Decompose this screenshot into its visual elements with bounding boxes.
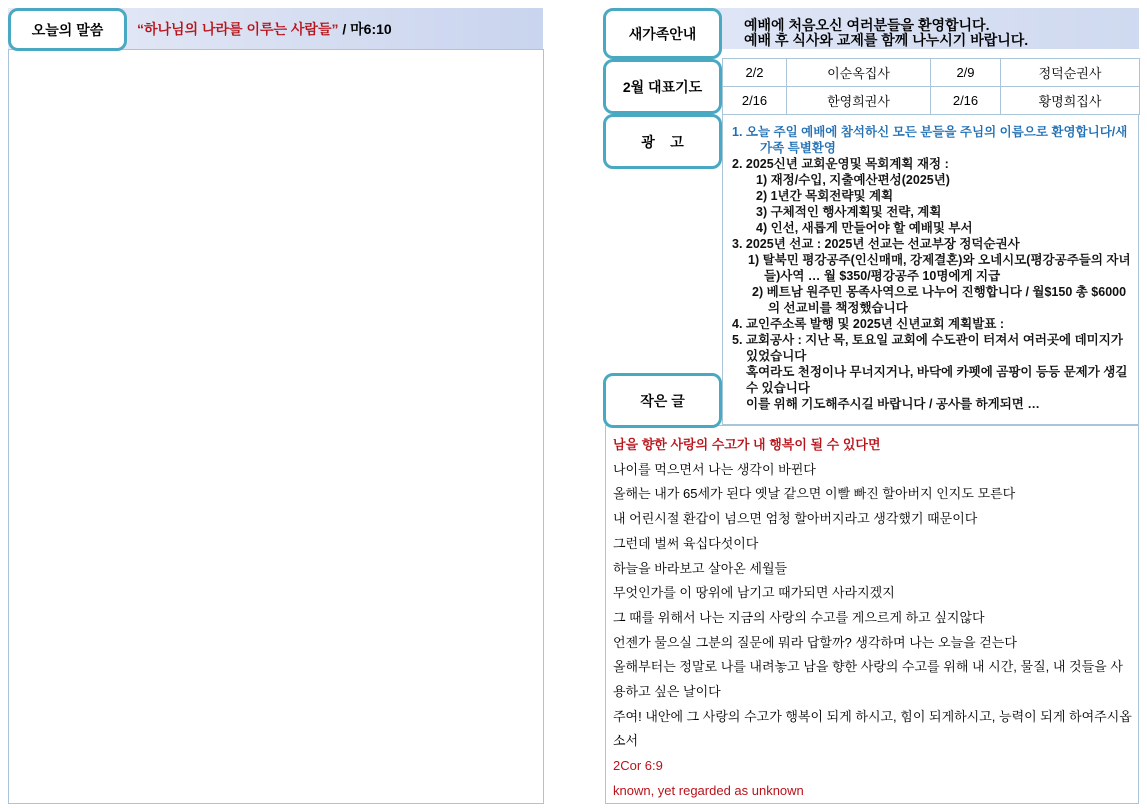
essay-line: 올해는 내가 65세가 된다 옛날 같으면 이빨 빠진 할아버지 인지도 모른다 [613,486,1016,502]
essay-line: 내 어린시절 환갑이 넘으면 엄청 할아버지라고 생각했기 때문이다 [613,511,978,527]
ad-subitem: 이를 위해 기도해주시길 바랍니다 / 공사를 하게되면 … [746,397,1040,411]
prayer-table [722,58,1140,115]
ad-subitem: 1) 재정/수입, 지출예산편성(2025년) [756,173,950,187]
ad-text: 3. 2025년 선교 : 2025년 선교는 선교부장 정덕순권사 [732,237,1020,251]
essay-line: 그런데 벌써 육십다섯이다 [613,535,759,551]
word-verse: “하나님의 나라를 이루는 사람들” [137,21,339,37]
ad-subitem: 3) 구체적인 행사계획및 전략, 계획 [756,205,942,219]
welcome-line-1: 예배에 처음오신 여러분들을 환영합니다. [744,17,990,33]
ad-text: 2. 2025신년 교회운영및 목회계획 재정 : [732,157,949,171]
ad-item [732,236,1132,316]
essay-line: 나이를 먹으면서 나는 생각이 바뀐다 [613,461,816,477]
welcome-label: 새가족안내 [603,8,722,59]
prayer-name: 이순옥집사 [787,59,931,87]
prayer-row [723,87,1140,115]
ad-item [732,156,1132,236]
ads-list [732,124,1132,412]
ad-text: 1. 오늘 주일 예배에 참석하신 모든 분들을 주님의 이름으로 환영합니다/새가족 특별환영 [732,125,1128,155]
ad-subitem: 4) 인선, 새롭게 만들어야 할 예배및 부서 [756,221,973,235]
essay-line: 주여! 내안에 그 사랑의 수고가 행복이 되게 하시고, 힘이 되게하시고, 능력이 되게 하여주시옵소서 [613,708,1132,749]
sermon-notes-area [8,49,544,804]
essay-bible-quote: known, yet regarded as unknown [613,782,804,798]
word-label: 오늘의 말씀 [8,8,127,51]
essay-label: 작은 글 [603,373,722,428]
essay-title: 남을 향한 사랑의 수고가 내 행복이 될 수 있다면 [613,437,881,452]
essay-line: 그 때를 위해서 나는 지금의 사랑의 수고를 게으르게 하고 싶지않다 [613,609,985,625]
prayer-label: 2월 대표기도 [603,59,722,114]
ad-item [732,316,1132,332]
ad-subitem: 혹여라도 천정이나 무너지거나, 바닥에 카펫에 곰팡이 등등 문제가 생길 수 있습니다 [746,365,1128,395]
welcome-line-2: 예배 후 식사와 교제를 함께 나누시기 바랍니다. [744,32,1029,48]
ad-item [732,332,1132,412]
word-text [137,19,392,39]
word-reference: / 마6:10 [338,21,392,37]
prayer-date: 2/2 [723,59,787,87]
prayer-name: 정덕순권사 [1001,59,1140,87]
ad-item [732,124,1132,156]
ad-subitem: 2) 1년간 목회전략및 계획 [756,189,894,203]
ad-subitem: 1) 탈북민 평강공주(인신매매, 강제결혼)와 오네시모(평강공주들의 자녀들)사역 … 월 $350/평강공주 10명에게 지급 [748,253,1131,283]
prayer-date: 2/16 [723,87,787,115]
welcome-banner [700,8,1139,49]
prayer-date: 2/16 [931,87,1001,115]
ad-text: 4. 교인주소록 발행 및 2025년 신년교회 계획발표 : [732,317,1004,331]
essay-line: 언젠가 물으실 그분의 질문에 뭐라 답할까? 생각하며 나는 오늘을 걷는다 [613,634,1017,650]
ad-subitem: 2) 베트남 원주민 몽족사역으로 나누어 진행합니다 / 월$150 총 $6000의 선교비를 책정했습니다 [752,285,1127,315]
essay-line: 하늘을 바라보고 살아온 세월들 [613,560,788,576]
essay-line: 무엇인가를 이 땅위에 남기고 때가되면 사라지겠지 [613,585,895,601]
prayer-date: 2/9 [931,59,1001,87]
ad-text: 5. 교회공사 : 지난 목, 토요일 교회에 수도관이 터져서 여러곳에 데미지가 있었습니다 [732,333,1123,363]
ads-label: 광 고 [603,114,722,169]
essay-content [613,433,1133,804]
essay-line: 올해부터는 정말로 나를 내려놓고 남을 향한 사랑의 수고를 위해 내 시간, 물질, 내 것들을 사용하고 싶은 날이다 [613,659,1123,700]
essay-bible-ref: 2Cor 6:9 [613,758,663,774]
prayer-name: 황명희집사 [1001,87,1140,115]
prayer-name: 한영희권사 [787,87,931,115]
prayer-row [723,59,1140,87]
